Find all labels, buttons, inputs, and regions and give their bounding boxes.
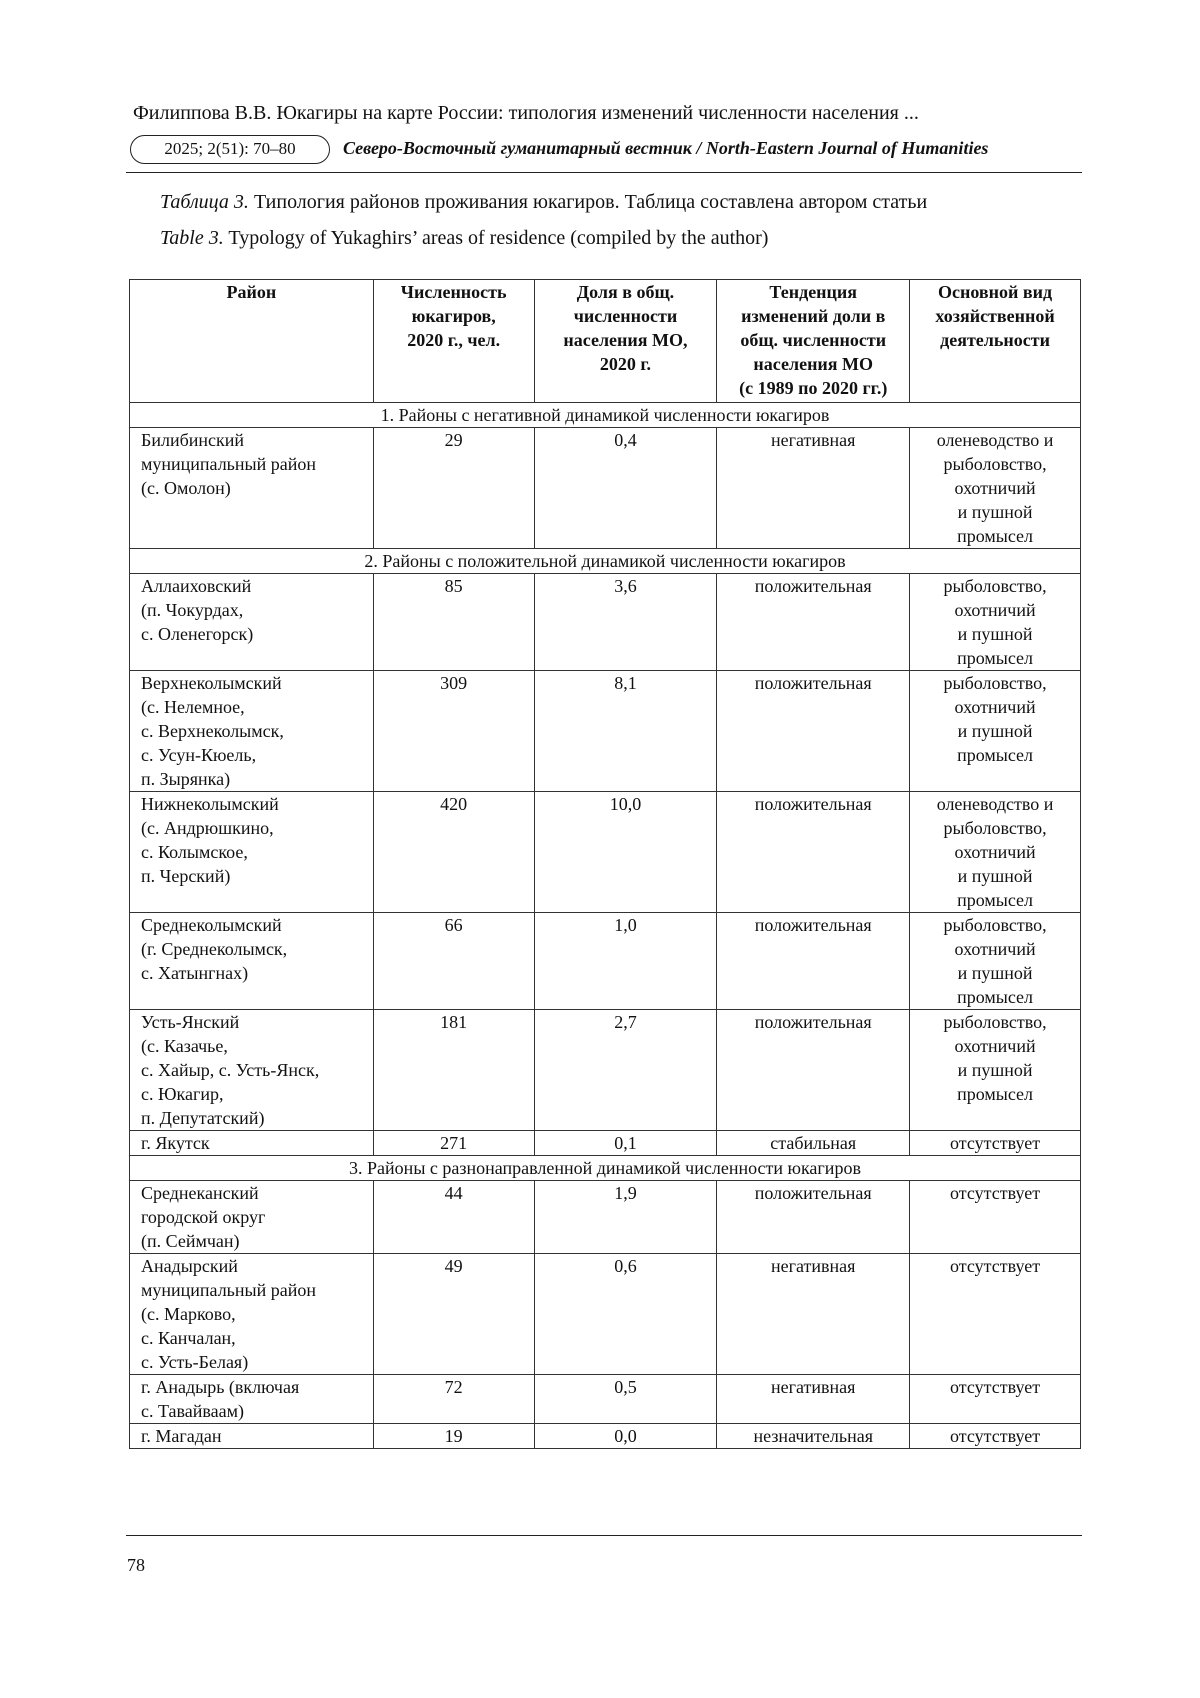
cell-line: охотничий [954, 842, 1036, 862]
table-caption-en [160, 227, 768, 250]
cell-line: промысел [957, 526, 1034, 546]
column-header-activity [910, 280, 1081, 403]
cell-line: п. Зырянка) [141, 769, 231, 789]
table-row [130, 671, 1081, 792]
cell-line: (с. Марково, [141, 1304, 236, 1324]
share-cell: 0,5 [534, 1375, 717, 1424]
cell-line: Основной вид [938, 282, 1053, 302]
table-caption-ru [160, 191, 927, 214]
district-cell [130, 671, 374, 792]
cell-line: с. Оленегорск) [141, 624, 254, 644]
trend-cell: незначительная [717, 1424, 910, 1449]
cell-line: численности [573, 306, 678, 326]
cell-line: (с. Омолон) [141, 478, 231, 498]
cell-line: (п. Сеймчан) [141, 1231, 240, 1251]
cell-line: и пушной [957, 866, 1033, 886]
cell-line: с. Канчалан, [141, 1328, 236, 1348]
cell-line: с. Тавайваам) [141, 1401, 245, 1421]
cell-line: охотничий [954, 697, 1036, 717]
table-row [130, 1181, 1081, 1254]
district-cell [130, 1375, 374, 1424]
count-cell: 44 [373, 1181, 534, 1254]
count-cell: 19 [373, 1424, 534, 1449]
district-cell [130, 574, 374, 671]
table-row [130, 428, 1081, 549]
cell-line: 2020 г. [599, 354, 652, 374]
activity-cell [910, 574, 1081, 671]
cell-line: 2020 г., чел. [407, 330, 501, 350]
district-cell [130, 1424, 374, 1449]
count-cell: 49 [373, 1254, 534, 1375]
cell-line: Нижнеколымский [141, 794, 279, 814]
table-row [130, 1424, 1081, 1449]
table-row [130, 574, 1081, 671]
cell-line: и пушной [957, 502, 1033, 522]
trend-cell: негативная [717, 1254, 910, 1375]
cell-line: Усть-Янский [141, 1012, 240, 1032]
cell-line: отсутствует [950, 1377, 1041, 1397]
caption-text-en: Typology of Yukaghirs’ areas of residence (compiled by the author) [228, 227, 769, 249]
issue-badge: 2025; 2(51): 70–80 [130, 135, 330, 164]
cell-line: Район [226, 282, 277, 302]
activity-cell [910, 913, 1081, 1010]
cell-line: промысел [957, 648, 1034, 668]
cell-line: промысел [957, 890, 1034, 910]
cell-line: п. Черский) [141, 866, 231, 886]
section-row [130, 549, 1081, 574]
share-cell: 3,6 [534, 574, 717, 671]
count-cell: 181 [373, 1010, 534, 1131]
cell-line: Среднеколымский [141, 915, 282, 935]
table-row [130, 1254, 1081, 1375]
share-cell: 2,7 [534, 1010, 717, 1131]
cell-line: и пушной [957, 624, 1033, 644]
cell-line: п. Депутатский) [141, 1108, 265, 1128]
cell-line: с. Хайыр, с. Усть-Янск, [141, 1060, 320, 1080]
cell-line: Численность [400, 282, 507, 302]
cell-line: с. Колымское, [141, 842, 248, 862]
cell-line: хозяйственной [935, 306, 1055, 326]
share-cell: 1,9 [534, 1181, 717, 1254]
cell-line: с. Хатынгнах) [141, 963, 249, 983]
cell-line: (г. Среднеколымск, [141, 939, 288, 959]
cell-line: с. Усть-Белая) [141, 1352, 249, 1372]
trend-cell: положительная [717, 1181, 910, 1254]
cell-line: и пушной [957, 721, 1033, 741]
cell-line: промысел [957, 1084, 1034, 1104]
column-header-district [130, 280, 374, 403]
cell-line: отсутствует [950, 1133, 1041, 1153]
table-row [130, 913, 1081, 1010]
cell-line: и пушной [957, 963, 1033, 983]
activity-cell [910, 671, 1081, 792]
district-cell [130, 1181, 374, 1254]
cell-line: отсутствует [950, 1183, 1041, 1203]
cell-line: рыболовство, [943, 576, 1047, 596]
column-header-trend [717, 280, 910, 403]
count-cell: 29 [373, 428, 534, 549]
column-header-count [373, 280, 534, 403]
trend-cell: негативная [717, 1375, 910, 1424]
cell-line: рыболовство, [943, 673, 1047, 693]
footer-divider [126, 1535, 1082, 1536]
cell-line: г. Магадан [141, 1426, 222, 1446]
cell-line: отсутствует [950, 1256, 1041, 1276]
caption-text-ru: Типология районов проживания юкагиров. Таблица составлена автором статьи [253, 191, 928, 213]
journal-name: Северо-Восточный гуманитарный вестник / North-Eastern Journal of Humanities [343, 138, 989, 158]
activity-cell [910, 1375, 1081, 1424]
section-title: 2. Районы с положительной динамикой численности юкагиров [130, 549, 1081, 574]
activity-cell [910, 1181, 1081, 1254]
count-cell: 66 [373, 913, 534, 1010]
cell-line: городской округ [141, 1207, 266, 1227]
cell-line: муниципальный район [141, 1280, 317, 1300]
cell-line: промысел [957, 745, 1034, 765]
table-body [130, 403, 1081, 1449]
activity-cell [910, 428, 1081, 549]
cell-line: Анадырский [141, 1256, 238, 1276]
cell-line: и пушной [957, 1060, 1033, 1080]
cell-line: изменений доли в [741, 306, 886, 326]
activity-cell [910, 1424, 1081, 1449]
trend-cell: положительная [717, 913, 910, 1010]
cell-line: охотничий [954, 939, 1036, 959]
cell-line: оленеводство и [936, 430, 1054, 450]
cell-line: Доля в общ. [576, 282, 675, 302]
trend-cell: положительная [717, 792, 910, 913]
column-header-share [534, 280, 717, 403]
cell-line: г. Анадырь (включая [141, 1377, 300, 1397]
activity-cell [910, 1254, 1081, 1375]
share-cell: 10,0 [534, 792, 717, 913]
activity-cell [910, 1131, 1081, 1156]
share-cell: 1,0 [534, 913, 717, 1010]
trend-cell: положительная [717, 671, 910, 792]
district-cell [130, 1254, 374, 1375]
table-header [130, 280, 1081, 403]
cell-line: деятельности [940, 330, 1050, 350]
header-divider [126, 172, 1082, 173]
cell-line: отсутствует [950, 1426, 1041, 1446]
activity-cell [910, 1010, 1081, 1131]
running-title: Филиппова В.В. Юкагиры на карте России: типология изменений численности населения ... [133, 102, 919, 124]
cell-line: Аллаиховский [141, 576, 252, 596]
district-cell [130, 1131, 374, 1156]
share-cell: 0,6 [534, 1254, 717, 1375]
count-cell: 85 [373, 574, 534, 671]
trend-cell: стабильная [717, 1131, 910, 1156]
cell-line: Верхнеколымский [141, 673, 282, 693]
cell-line: рыболовство, [943, 818, 1047, 838]
count-cell: 72 [373, 1375, 534, 1424]
cell-line: (с. Нелемное, [141, 697, 245, 717]
district-cell [130, 792, 374, 913]
cell-line: промысел [957, 987, 1034, 1007]
cell-line: с. Усун-Кюель, [141, 745, 257, 765]
district-cell [130, 913, 374, 1010]
table-row [130, 1131, 1081, 1156]
cell-line: с. Юкагир, [141, 1084, 224, 1104]
cell-line: юкагиров, [411, 306, 496, 326]
caption-label-en: Table 3. [160, 227, 224, 249]
caption-label-ru: Таблица 3. [160, 191, 249, 213]
typology-table [129, 279, 1081, 1449]
trend-cell: негативная [717, 428, 910, 549]
cell-line: охотничий [954, 1036, 1036, 1056]
cell-line: муниципальный район [141, 454, 317, 474]
cell-line: рыболовство, [943, 1012, 1047, 1032]
cell-line: рыболовство, [943, 915, 1047, 935]
district-cell [130, 1010, 374, 1131]
table-row [130, 1375, 1081, 1424]
share-cell: 0,0 [534, 1424, 717, 1449]
cell-line: охотничий [954, 478, 1036, 498]
cell-line: (с. Казачье, [141, 1036, 228, 1056]
count-cell: 271 [373, 1131, 534, 1156]
cell-line: Среднеканский [141, 1183, 259, 1203]
page-number: 78 [127, 1555, 145, 1575]
cell-line: населения МО, [563, 330, 688, 350]
count-cell: 309 [373, 671, 534, 792]
cell-line: общ. численности [740, 330, 887, 350]
cell-line: Билибинский [141, 430, 245, 450]
header-row [130, 280, 1081, 403]
cell-line: Тенденция [769, 282, 858, 302]
cell-line: (с. Андрюшкино, [141, 818, 274, 838]
share-cell: 0,4 [534, 428, 717, 549]
activity-cell [910, 792, 1081, 913]
section-row [130, 403, 1081, 428]
cell-line: (с 1989 по 2020 гг.) [739, 378, 888, 398]
table-row [130, 1010, 1081, 1131]
cell-line: (п. Чокурдах, [141, 600, 244, 620]
district-cell [130, 428, 374, 549]
section-title: 1. Районы с негативной динамикой численности юкагиров [130, 403, 1081, 428]
cell-line: населения МО [753, 354, 874, 374]
cell-line: охотничий [954, 600, 1036, 620]
cell-line: оленеводство и [936, 794, 1054, 814]
cell-line: с. Верхнеколымск, [141, 721, 284, 741]
trend-cell: положительная [717, 574, 910, 671]
section-title: 3. Районы с разнонаправленной динамикой численности юкагиров [130, 1156, 1081, 1181]
cell-line: рыболовство, [943, 454, 1047, 474]
cell-line: г. Якутск [141, 1133, 210, 1153]
table-row [130, 792, 1081, 913]
section-row [130, 1156, 1081, 1181]
share-cell: 8,1 [534, 671, 717, 792]
trend-cell: положительная [717, 1010, 910, 1131]
count-cell: 420 [373, 792, 534, 913]
share-cell: 0,1 [534, 1131, 717, 1156]
